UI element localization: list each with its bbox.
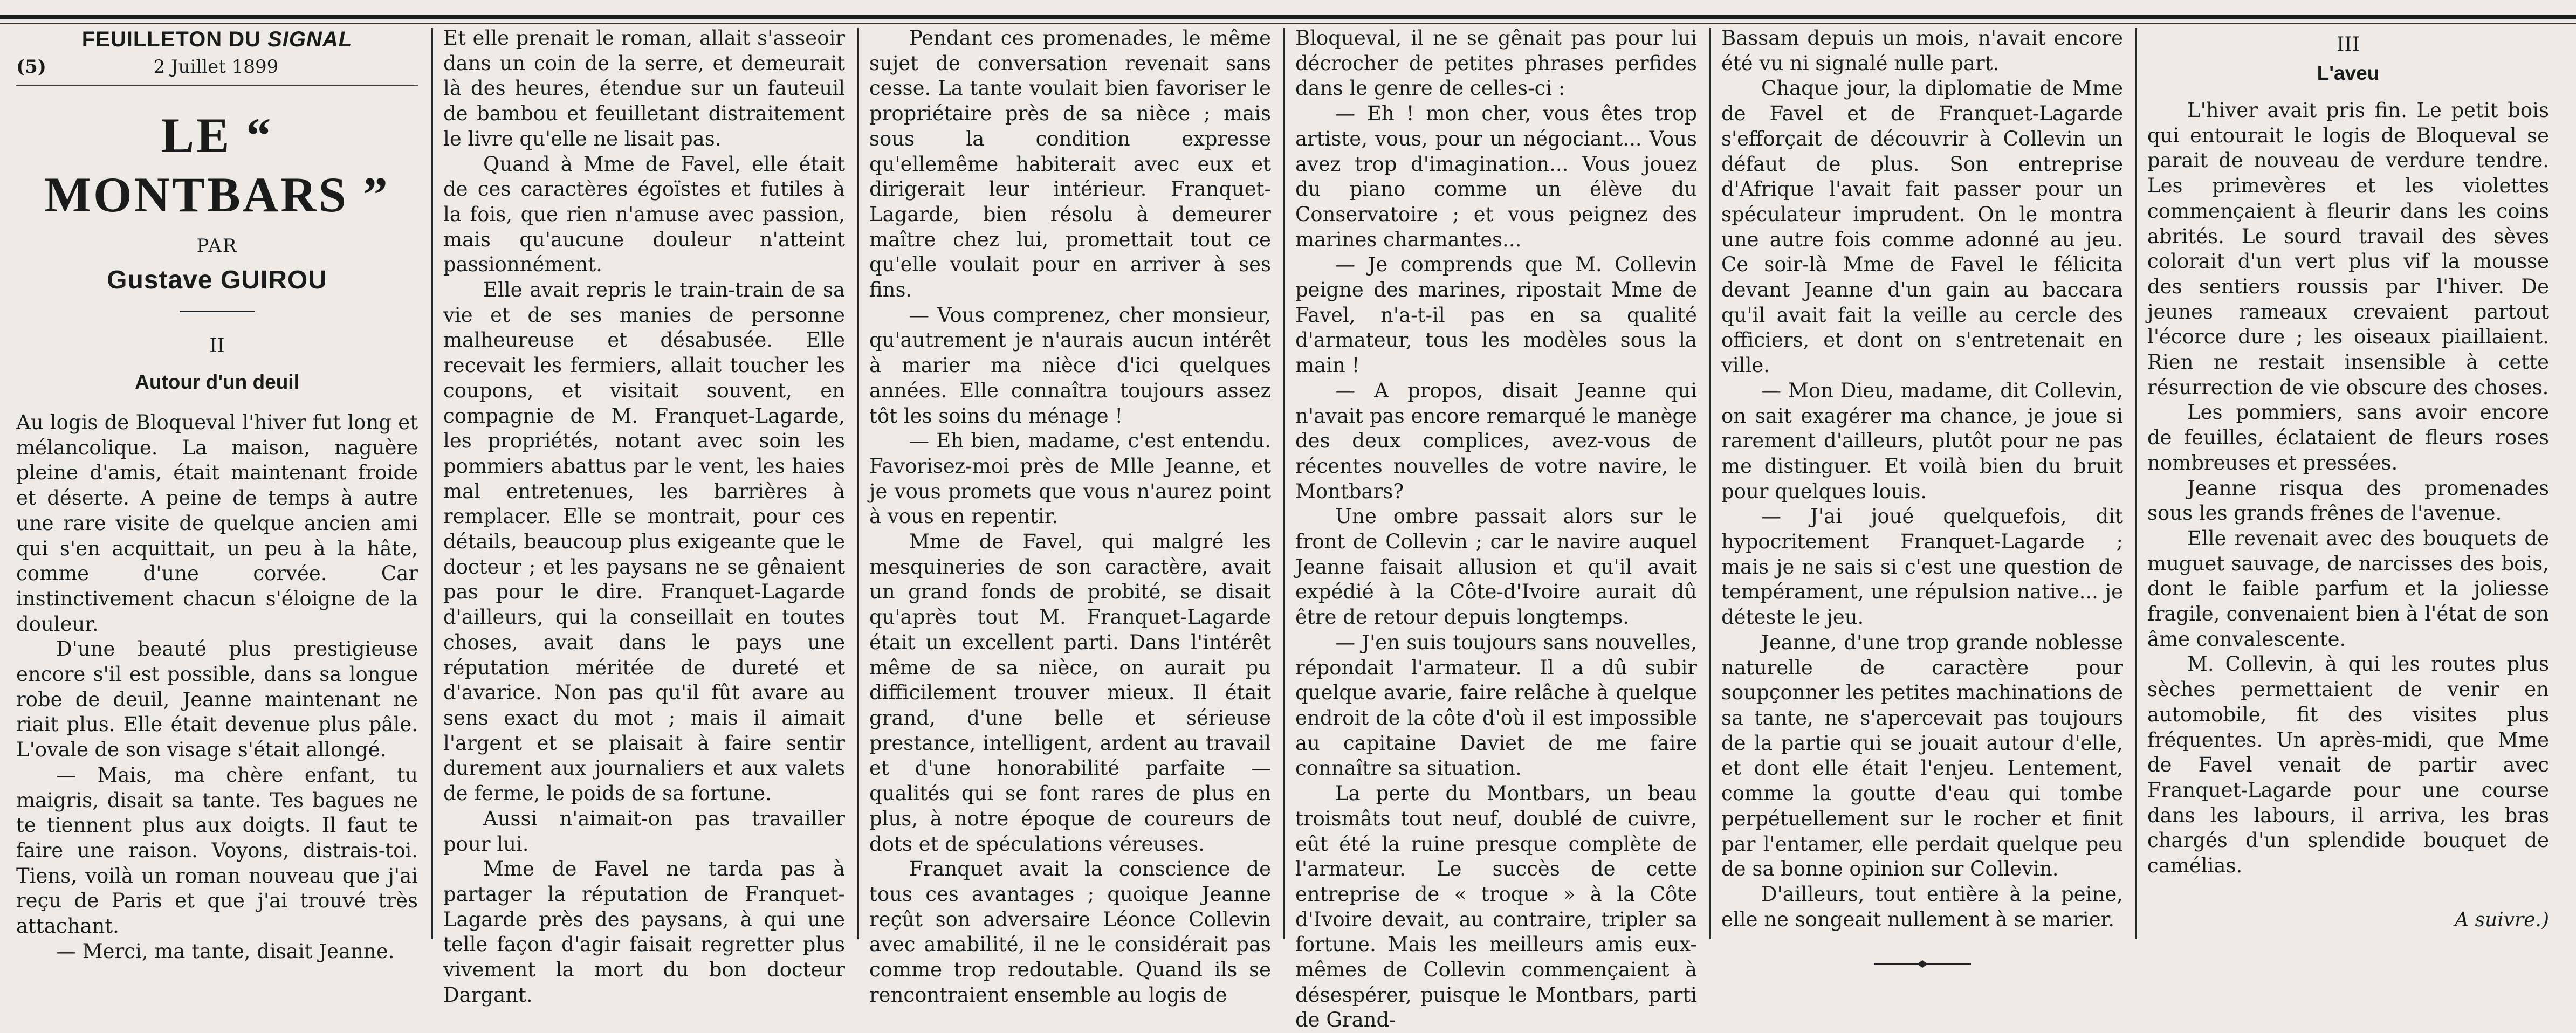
- column-divider: [1709, 28, 1711, 939]
- paragraph: — Eh ! mon cher, vous êtes trop artiste, vous, pour un négociant... Vous avez trop d'imagination... Vous jouez du piano comme un élève du Conservatoire ; et vous peignez des marines charmantes...: [1295, 102, 1697, 251]
- paragraph: Elle avait repris le train-train de sa vie et de ses manies de personne malheureuse et désabusée. Elle recevait les fermiers, allait toucher les coupons, et visitait souvent, en compagnie de M. Franquet-Lagarde, les propriétés, notant avec soin les pommiers abattus par le vent, les haies mal entretenues, les barrières à remplacer. Elle se montrait, pour ces détails, beaucoup plus exigeante que le docteur ; et les paysans ne se gênaient pas pour le dire. Franquet-Lagarde d'ailleurs, qui la conseillait en toutes choses, avait dans le pays une réputation méritée de dureté et d'avarice. Non pas qu'il fût avare au sens exact du mot ; mais il aimait l'argent et se plaisait à faire sentir durement aux journaliers et aux valets de ferme, le poids de sa fortune.: [443, 278, 845, 805]
- paragraph: Elle revenait avec des bouquets de muguet sauvage, de narcisses des bois, dont le faible parfum et la joliesse fragile, convenaient bien à l'état de son âme convalescente.: [2147, 526, 2549, 651]
- byline-par: PAR: [196, 235, 238, 257]
- issue-date: 2 Juillet 1899: [153, 56, 279, 78]
- paragraph: — J'ai joué quelquefois, dit hypocritement Franquet-Lagarde ; mais je ne sais si c'est une question de tempérament, une répulsion native... je déteste le jeu.: [1721, 505, 2123, 629]
- column-4: [1295, 26, 1697, 1032]
- paragraph: La perte du Montbars, un beau troismâts tout neuf, doublé de cuivre, eût été la ruine presque complète de l'armateur. Le succès de cette entreprise de « troque » à la Côte d'Ivoire devait, au contraire, tripler sa fortune. Mais les meilleurs amis eux-mêmes de Collevin commençaient à désespérer, puisque le Montbars, parti de Grand-: [1295, 782, 1697, 1032]
- paragraph: D'une beauté plus prestigieuse encore s'il est possible, dans sa longue robe de deuil, Jeanne maintenant ne riait plus. Elle était devenue plus pâle. L'ovale de son visage s'était allongé.: [16, 637, 418, 762]
- paragraph: Quand à Mme de Favel, elle était de ces caractères égoïstes et futiles à la fois, que rien n'amuse avec passion, mais qu'aucune douleur n'atteint passionnément.: [443, 152, 845, 277]
- paragraph: — Mais, ma chère enfant, tu maigris, disait sa tante. Tes bagues ne te tiennent plus aux doigts. Il faut te faire une raison. Voyons, distrais-toi. Tiens, voilà un roman nouveau que j'ai reçu de Paris et que j'ai trouvé très attachant.: [16, 763, 418, 938]
- chapter-title: Autour d'un deuil: [135, 371, 299, 393]
- column-divider: [857, 28, 859, 939]
- paragraph: Mme de Favel ne tarda pas à partager la réputation de Franquet-Lagarde près des paysans, à qui une telle façon d'agir faisait regretter plus vivement la mort du bon docteur Dargant.: [443, 857, 845, 1007]
- chapter-numeral: II: [209, 335, 225, 357]
- chapter-title: L'aveu: [2317, 62, 2380, 84]
- column-3: [869, 26, 1271, 1007]
- novel-title: LE “ MONTBARS ”: [44, 108, 390, 222]
- top-rule: [0, 15, 2576, 19]
- column-divider: [431, 28, 433, 939]
- paragraph: Jeanne, d'une trop grande noblesse naturelle de caractère pour soupçonner les petites machinations de sa tante, ne s'apercevait pas toujours de la partie qui se jouait autour d'elle, et dont elle était l'enjeu. Lentement, comme la goutte d'eau qui tombe perpétuellement sur le rocher et finit par l'entamer, elle perdait quelque peu de sa bonne opinion sur Collevin.: [1721, 630, 2123, 881]
- column-divider: [2135, 28, 2137, 939]
- chapter-numeral: III: [2337, 33, 2360, 56]
- paragraph: Chaque jour, la diplomatie de Mme de Favel et de Franquet-Lagarde s'efforçait de découvrir à Collevin un défaut de plus. Son entreprise d'Afrique l'avait fait passer pour un spéculateur imprudent. On le montra une autre fois comme adonné au jeu. Ce soir-là Mme de Favel le félicita devant Jeanne d'un gain au baccara qu'il avait fait la veille au cercle des officiers, et dont on s'entretenait en ville.: [1721, 77, 2123, 377]
- paragraph: — A propos, disait Jeanne qui n'avait pas encore remarqué le manège des deux complices, avez-vous de récentes nouvelles de votre navire, le Montbars?: [1295, 378, 1697, 503]
- issue-row: [16, 55, 418, 79]
- paragraph: — Mon Dieu, madame, dit Collevin, on sait exagérer ma chance, je joue si rarement d'ailleurs, plutôt pour ne pas me distinguer. Et voilà bien du bruit pour quelques louis.: [1721, 378, 2123, 503]
- to-be-continued: A suivre.): [2455, 908, 2549, 931]
- paragraph: Une ombre passait alors sur le front de Collevin ; car le navire auquel Jeanne faisait allusion et qu'il avait expédié à la Côte-d'Ivoire aurait dû être de retour depuis longtemps.: [1295, 505, 1697, 629]
- paragraph: Bassam depuis un mois, n'avait encore été vu ni signalé nulle part.: [1721, 26, 2123, 75]
- newspaper-name: SIGNAL: [267, 27, 353, 51]
- title-divider: [180, 311, 255, 312]
- paragraph: Mme de Favel, qui malgré les mesquineries de son caractère, avait un grand fonds de probité, se disait qu'après tout M. Franquet-Lagarde était un excellent parti. Dans l'intérêt même de sa nièce, on aurait pu difficilement trouver mieux. Il était grand, d'une belle et sérieuse prestance, intelligent, ardent au travail et d'une honorabilité parfaite — qualités qui se font rares de plus en plus, à notre époque de coureurs de dots et de spéculations véreuses.: [869, 530, 1271, 856]
- feuilleton-prefix: FEUILLETON DU: [81, 27, 268, 51]
- paragraph: Au logis de Bloqueval l'hiver fut long et mélancolique. La maison, naguère pleine d'amis, était maintenant froide et déserte. A peine de temps à autre une rare visite de quelque ancien ami qui s'en acquittait, un peu à la hâte, comme d'une corvée. Car instinctivement chacun s'éloigne de la douleur.: [16, 411, 418, 636]
- paragraph: — J'en suis toujours sans nouvelles, répondait l'armateur. Il a dû subir quelque avarie, faire relâche à quelque endroit de la côte d'où il est impossible au capitaine Daviet de me faire connaître sa situation.: [1295, 630, 1697, 780]
- paragraph: Pendant ces promenades, le même sujet de conversation revenait sans cesse. La tante voulait bien favoriser le propriétaire près de sa nièce ; mais sous la condition expresse qu'ellemême habiterait avec eux et dirigerait leur intérieur. Franquet-Lagarde, bien résolu à demeurer maître chez lui, promettait tout ce qu'elle voulait pour en arriver à ses fins.: [869, 26, 1271, 302]
- issue-number: (5): [16, 56, 46, 78]
- top-rule-thin: [0, 23, 2576, 24]
- column-1: [16, 26, 418, 963]
- end-ornament: [1721, 954, 2123, 975]
- paragraph: L'hiver avait pris fin. Le petit bois qui entourait le logis de Bloqueval se parait de nouveau de verdure tendre. Les primevères et les violettes commençaient à fleurir dans les coins abrités. Le sourd travail des sèves colorait d'un vert plus vif la mousse des sentiers roussis par l'hiver. De jeunes rameaux crevaient partout l'écorce dure ; les oiseaux piaillaient. Rien ne restait insensible à cette résurrection de vie obscure des choses.: [2147, 99, 2549, 399]
- paragraph: Jeanne risqua des promenades sous les grands frênes de l'avenue.: [2147, 476, 2549, 525]
- paragraph: — Merci, ma tante, disait Jeanne.: [56, 939, 395, 963]
- author-name: Gustave GUIROU: [107, 266, 327, 294]
- header-divider: [16, 85, 418, 86]
- column-5: [1721, 26, 2123, 942]
- column-2: [443, 26, 845, 1007]
- paragraph: — Je comprends que M. Collevin peigne des marines, ripostait Mme de Favel, n'a-t-il pas en sa qualité d'armateur, tous les modèles sous la main !: [1295, 253, 1697, 377]
- column-divider: [1283, 28, 1285, 939]
- paragraph: D'ailleurs, tout entière à la peine, elle ne songeait nullement à se marier.: [1721, 882, 2123, 931]
- paragraph: — Eh bien, madame, c'est entendu. Favorisez-moi près de Mlle Jeanne, et je vous promets que vous n'aurez point à vous en repentir.: [869, 429, 1271, 528]
- column-6: [2147, 26, 2549, 942]
- end-ornament-rule: [1874, 959, 1971, 969]
- paragraph: M. Collevin, à qui les routes plus sèches permettaient de venir en automobile, fit des visites plus fréquentes. Un après-midi, que Mme de Favel venait de partir avec Franquet-Lagarde pour une course dans les labours, il arriva, les bras chargés d'un splendide bouquet de camélias.: [2147, 652, 2549, 878]
- paragraph: Franquet avait la conscience de tous ces avantages ; quoique Jeanne reçût son adversaire Léonce Collevin avec amabilité, il ne le considérait pas comme trop redoutable. Quand ils se rencontraient ensemble au logis de: [869, 857, 1271, 1007]
- paragraph: Et elle prenait le roman, allait s'asseoir dans un coin de la serre, et demeurait là des heures, étendue sur un fauteuil de bambou et feuilletant distraitement le livre qu'elle ne lisait pas.: [443, 26, 845, 150]
- paragraph: — Vous comprenez, cher monsieur, qu'autrement je n'aurais aucun intérêt à marier ma nièce d'ici quelques années. Elle connaîtra toujours assez tôt les soins du ménage !: [869, 303, 1271, 428]
- feuilleton-header: [16, 26, 418, 53]
- paragraph: Aussi n'aimait-on pas travailler pour lui.: [443, 807, 845, 856]
- paragraph: Les pommiers, sans avoir encore de feuilles, éclataient de fleurs roses nombreuses et pressées.: [2147, 401, 2549, 474]
- paragraph: Bloqueval, il ne se gênait pas pour lui décrocher de petites phrases perfides dans le genre de celles-ci :: [1295, 26, 1697, 100]
